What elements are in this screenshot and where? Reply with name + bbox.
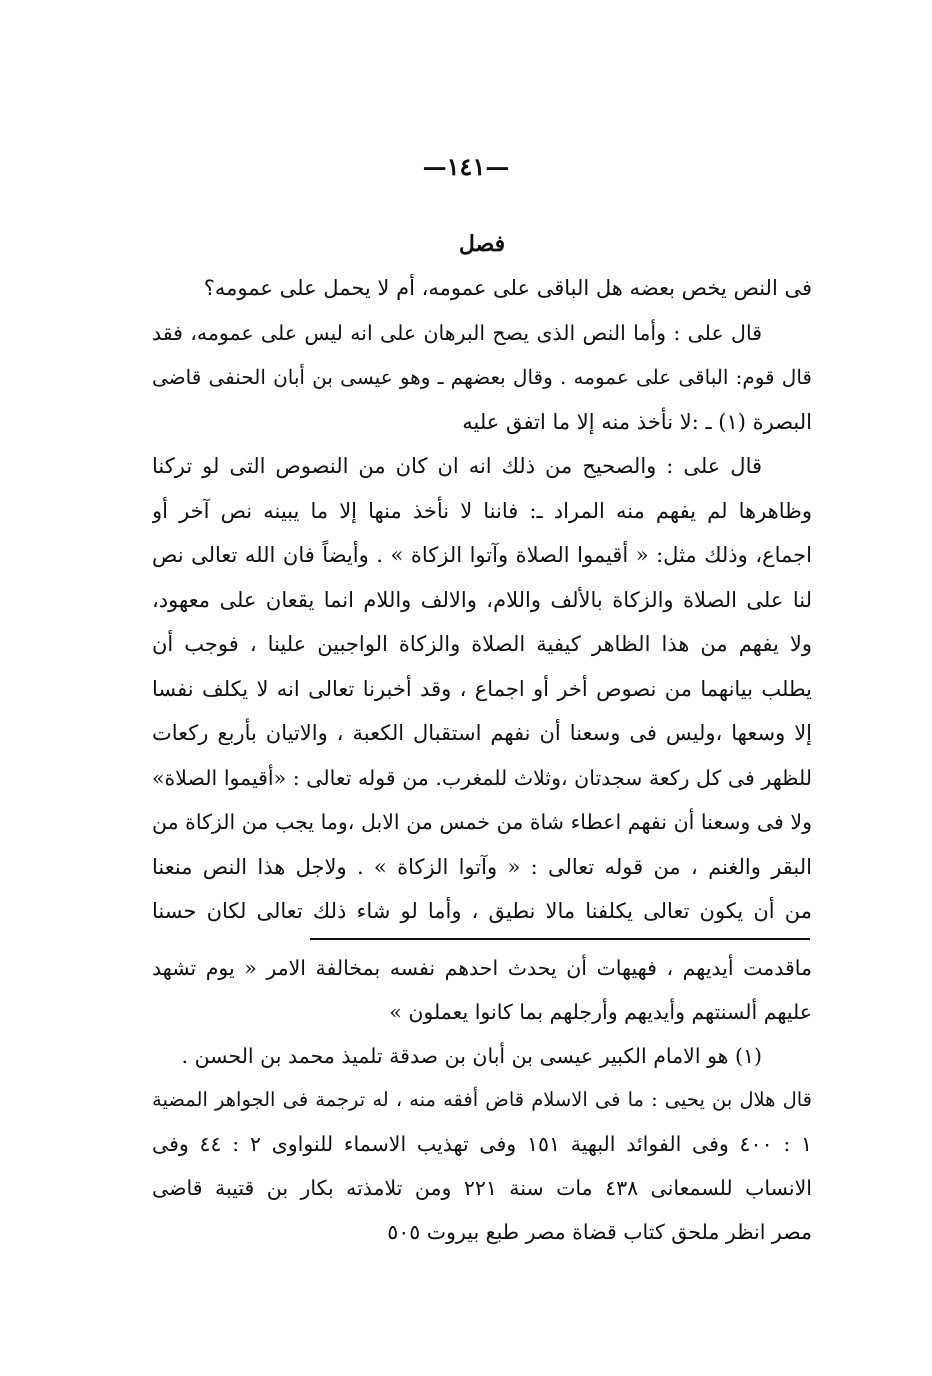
text-line: قال على : وأما النص الذى يصح البرهان على انه ليس على عمومه، فقد <box>152 320 762 345</box>
text-line: لنا على الصلاة والزكاة بالألف واللام، والالف واللام انما يقعان على معهود، <box>152 587 812 612</box>
text-line: يطلب بيانهما من نصوص أخر أو اجماع ، وقد أخبرنا تعالى انه لا يكلف نفسا <box>152 676 812 701</box>
text-line: ولا يفهم من هذا الظاهر كيفية الصلاة والزكاة الواجبين علينا ، فوجب أن <box>152 632 812 656</box>
section-title: فصل <box>458 231 506 257</box>
footnote-line: قال هلال بن يحيى : ما فى الاسلام قاض أفقه منه ، له ترجمة فى الجواهر المضية <box>152 1088 812 1111</box>
text-line: للظهر فى كل ركعة سجدتان ،وثلاث للمغرب. من قوله تعالى : «أقيموا الصلاة» <box>152 765 812 790</box>
footer-text <box>152 946 812 1254</box>
page-number: —١٤١— <box>422 152 510 181</box>
text-line: البصرة (١) ـ :لا نأخذ منه إلا ما اتفق عليه <box>462 409 812 434</box>
continuation-line: ماقدمت أيديهم ، فهيهات أن يحدث احدهم نفسه بمخالفة الامر « يوم تشهد <box>152 956 812 980</box>
footnote-line: الانساب للسمعانى ٤٣٨ مات سنة ٢٢١ ومن تلامذته بكار بن قتيبة قاضى <box>152 1176 812 1200</box>
text-line: إلا وسعها ،وليس فى وسعنا أن نفهم استقبال الكعبة ، والاتيان بأربع ركعات <box>152 721 812 745</box>
text-line: اجماع، وذلك مثل: « أقيموا الصلاة وآتوا الزكاة » . وأيضاً فان الله تعالى نص <box>152 543 812 567</box>
footnote-line: مصر انظر ملحق كتاب قضاة مصر طبع بيروت ٥٠٥ <box>387 1220 812 1244</box>
text-line: ولا فى وسعنا أن نفهم اعطاء شاة من خمس من الابل ،وما يجب من الزكاة من <box>152 810 812 834</box>
main-text <box>152 222 812 934</box>
text-line: قال على : والصحيح من ذلك انه ان كان من النصوص التى لو تركنا <box>152 454 762 478</box>
footnote-line: ١ : ٤٠٠ وفى الفوائد البهية ١٥١ وفى تهذيب الاسماء للنواوى ٢ : ٤٤ وفى <box>152 1132 812 1156</box>
text-line: البقر والغنم ، من قوله تعالى : « وآتوا الزكاة » . ولاجل هذا النص منعنا <box>152 854 812 879</box>
footnote-divider <box>310 938 810 940</box>
continuation-line: عليهم ألسنتهم وأيديهم وأرجلهم بما كانوا يعملون » <box>389 1000 812 1024</box>
text-line: من أن يكون تعالى يكلفنا مالا نطيق ، وأما لو شاء ذلك تعالى لكان حسنا <box>152 899 812 923</box>
footnote-line: (١) هو الامام الكبير عيسى بن أبان بن صدقة تلميذ محمد بن الحسن . <box>181 1044 762 1068</box>
text-line: وظاهرها لم يفهم منه المراد ـ: فاننا لا نأخذ منها إلا ما يبينه نص آخر أو <box>152 498 812 523</box>
text-line: قال قوم: الباقى على عمومه . وقال بعضهم ـ وهو عيسى بن أبان الحنفى قاضى <box>152 365 812 389</box>
section-heading-line: فى النص يخص بعضه هل الباقى على عمومه، أم لا يحمل على عمومه؟ <box>203 276 812 300</box>
